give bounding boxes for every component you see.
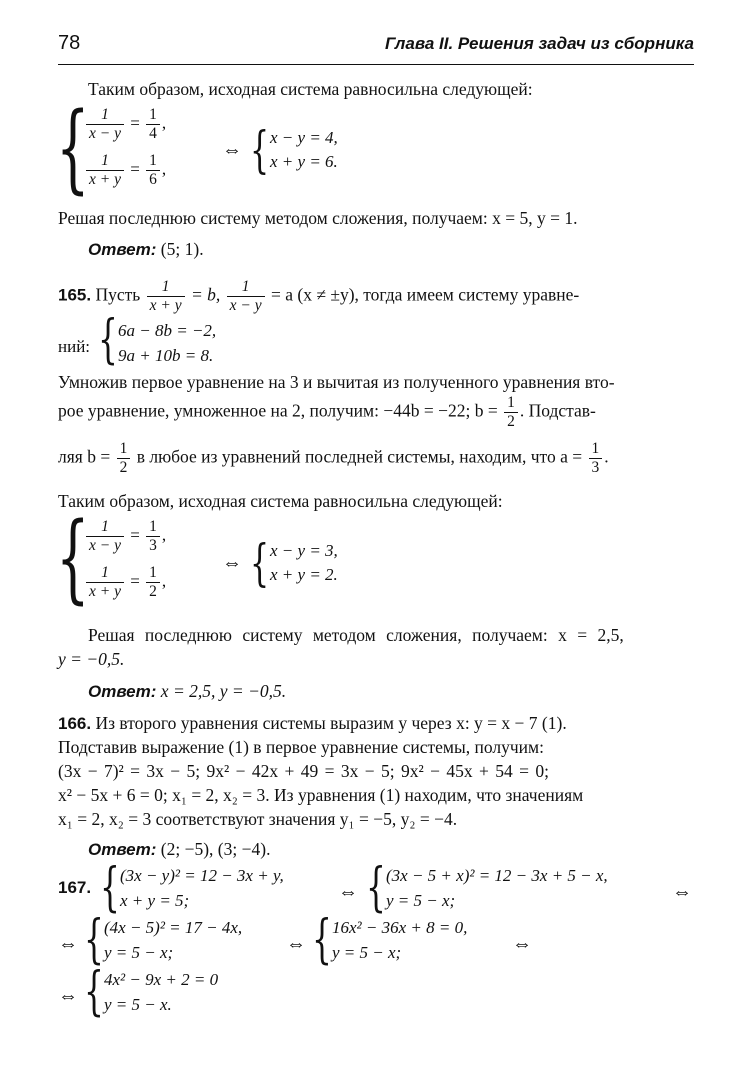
eq-165-2: 9a + 10b = 8. bbox=[118, 346, 214, 365]
system-eq-2: $\frac{1}{x + y}$ = $\frac{1}{6}$ , bbox=[84, 152, 166, 189]
system-eq-1: $\frac{1}{x - y}$ = $\frac{1}{3}$ , bbox=[84, 518, 166, 555]
equivalence-arrow: ⇔ bbox=[338, 881, 358, 903]
equivalence-arrow: ⇔ bbox=[222, 139, 242, 161]
text-fragment: ний: bbox=[58, 337, 91, 356]
eq: (4x − 5)² = 17 − 4x, bbox=[104, 918, 243, 937]
text-line: y = −0,5. bbox=[58, 649, 125, 669]
answer-line: Ответ: (5; 1). bbox=[88, 239, 204, 259]
eq: y = 5 − x; bbox=[332, 943, 402, 962]
equivalence-arrow: ⇔ bbox=[222, 552, 242, 574]
text-line: Таким образом, исходная система равносильна следующей: bbox=[58, 491, 503, 511]
left-brace: { bbox=[56, 92, 90, 204]
equivalence-arrow: ⇔ bbox=[58, 985, 78, 1007]
page-header bbox=[58, 20, 694, 65]
equivalence-arrow: ⇔ bbox=[58, 933, 78, 955]
answer-line: Ответ: x = 2,5, y = −0,5. bbox=[88, 681, 287, 701]
system-r2: x + y = 2. bbox=[270, 565, 338, 584]
eq: 16x² − 36x + 8 = 0, bbox=[332, 918, 468, 937]
text-line: Таким образом, исходная система равносильна следующей: bbox=[88, 79, 533, 99]
text-line: Решая последнюю систему методом сложения, получаем: x = 5, y = 1. bbox=[58, 208, 578, 228]
page-number: 78 bbox=[58, 32, 81, 54]
problem-166: 166. Из второго уравнения системы выразим y через x: y = x − 7 (1). bbox=[58, 713, 567, 733]
equivalence-arrow: ⇔ bbox=[512, 933, 532, 955]
eq: x + y = 5; bbox=[120, 891, 190, 910]
right-brace: { bbox=[250, 121, 270, 179]
brace-165: { bbox=[98, 310, 118, 370]
brace: { bbox=[84, 962, 104, 1022]
text-line: x² − 5x + 6 = 0; x₁ = 2, x₂ = 3. Из уравнения (1) находим, что значениям bbox=[58, 785, 584, 805]
text-line: Решая последнюю систему методом сложения, получаем: x = 2,5, bbox=[88, 625, 624, 645]
left-brace: { bbox=[56, 502, 90, 614]
system-r1: x − y = 3, bbox=[270, 541, 338, 560]
brace: { bbox=[366, 858, 386, 918]
equivalence-arrow: ⇔ bbox=[672, 881, 692, 903]
eq: 4x² − 9x + 2 = 0 bbox=[104, 970, 219, 989]
problem-167-number: 167. bbox=[58, 878, 92, 897]
text-line: (3x − 7)² = 3x − 5; 9x² − 42x + 49 = 3x − 5; 9x² − 45x + 54 = 0; bbox=[58, 761, 549, 781]
text-line: x₁ = 2, x₂ = 3 соответствуют значения y₁ = −5, y₂ = −4. bbox=[58, 809, 458, 829]
text-line: Подставив выражение (1) в первое уравнение системы, получим: bbox=[58, 737, 544, 757]
brace: { bbox=[84, 910, 104, 970]
brace: { bbox=[100, 858, 120, 918]
brace: { bbox=[312, 910, 332, 970]
answer-line: Ответ: (2; −5), (3; −4). bbox=[88, 839, 271, 859]
eq: y = 5 − x; bbox=[104, 943, 174, 962]
system-eq-2: $\frac{1}{x + y}$ = $\frac{1}{2}$ , bbox=[84, 564, 166, 601]
system-r2: x + y = 6. bbox=[270, 152, 338, 171]
problem-165: 165. Пусть $\frac{1}{x + y}$ = b, $\frac{1}{x - y}$ = a (x ≠ ±y), тогда имеем систему уравне- bbox=[58, 278, 580, 314]
chapter-title: Глава II. Решения задач из сборника bbox=[385, 34, 694, 53]
text-line: рое уравнение, умноженное на 2, получим: −44b = −22; b = $\frac{1}{2}$ . Подстав- bbox=[58, 394, 596, 430]
eq: (3x − y)² = 12 − 3x + y, bbox=[120, 866, 284, 885]
eq: y = 5 − x. bbox=[104, 995, 172, 1014]
system-eq-1: $\frac{1}{x - y}$ = $\frac{1}{4}$ , bbox=[84, 106, 166, 143]
text-line: Умножив первое уравнение на 3 и вычитая из полученного уравнения вто- bbox=[58, 372, 615, 392]
system-r1: x − y = 4, bbox=[270, 128, 338, 147]
text-line: ляя b = $\frac{1}{2}$ в любое из уравнений последней системы, находим, что a = $\frac{1}{3}$ . bbox=[58, 440, 609, 476]
equivalence-arrow: ⇔ bbox=[286, 933, 306, 955]
eq: (3x − 5 + x)² = 12 − 3x + 5 − x, bbox=[386, 866, 608, 885]
eq: y = 5 − x; bbox=[386, 891, 456, 910]
right-brace: { bbox=[250, 534, 270, 592]
eq-165-1: 6a − 8b = −2, bbox=[118, 321, 217, 340]
